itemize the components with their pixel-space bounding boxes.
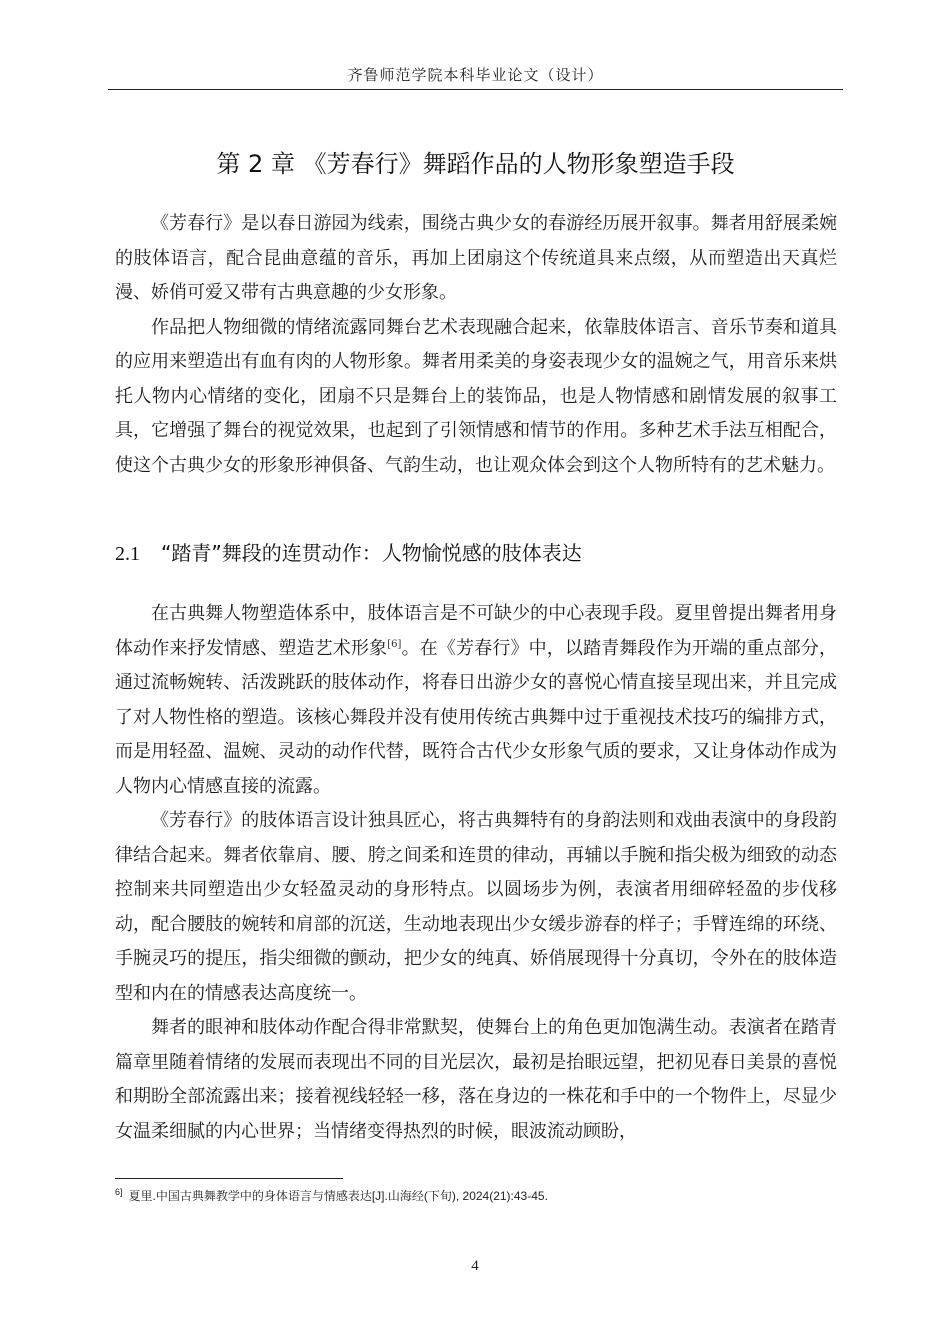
- footnote-text: 夏里.中国古典舞教学中的身体语言与情感表达[J].山海经(下旬), 2024(21):43-45.: [128, 1189, 548, 1203]
- intro-paragraph-2: 作品把人物细微的情绪流露同舞台艺术表现融合起来，依靠肢体语言、音乐节奏和道具的应用来塑造出有血有肉的人物形象。舞者用柔美的身姿表现少女的温婉之气，用音乐来烘托人物内心情绪的变化，团扇不只是舞台上的装饰品，也是人物情感和剧情发展的叙事工具，它增强了舞台的视觉效果，也起到了引领情感和情节的作用。多种艺术手法互相配合，使这个古典少女的形象形神俱备、气韵生动，也让观众体会到这个人物所特有的艺术魅力。: [115, 316, 837, 476]
- running-header: 齐鲁师范学院本科毕业论文（设计）: [347, 66, 604, 84]
- section-number: 2.1: [115, 543, 140, 565]
- paragraph-text: 在古典舞人物塑造体系中，肢体语言是不可缺少的中心表现手段。夏里曾提出舞者用身体动作来抒发情感、塑造艺术形象: [115, 603, 837, 659]
- footnote-rule: [115, 1178, 343, 1179]
- intro-block: [115, 207, 837, 483]
- chapter-title: 第 2 章 《芳春行》舞蹈作品的人物形象塑造手段: [216, 150, 735, 178]
- section-paragraph-2: 《芳春行》的肢体语言设计独具匠心，将古典舞特有的身韵法则和戏曲表演中的身段韵律结合起来。舞者依靠肩、腰、胯之间柔和连贯的律动，再辅以手腕和指尖极为细致的动态控制来共同塑造出少女轻盈灵动的身形特点。以圆场步为例，表演者用细碎轻盈的步伐移动，配合腰肢的婉转和肩部的沉送，生动地表现出少女缓步游春的样子；手臂连绵的环绕、手腕灵巧的提压，指尖细微的颤动，把少女的纯真、娇俏展现得十分真切，令外在的肢体造型和内在的情感表达高度统一。: [115, 810, 837, 1004]
- footnote: [115, 1187, 837, 1204]
- section-paragraph-3: 舞者的眼神和肢体动作配合得非常默契，使舞台上的角色更加饱满生动。表演者在踏青篇章里随着情绪的发展而表现出不同的目光层次，最初是抬眼远望，把初见春日美景的喜悦和期盼全部流露出来；接着视线轻轻一移，落在身边的一株花和手中的一个物件上，尽显少女温柔细腻的内心世界；当情绪变得热烈的时候，眼波流动顾盼，: [115, 1017, 837, 1142]
- paragraph-text: 。在《芳春行》中，以踏青舞段作为开端的重点部分，通过流畅婉转、活泼跳跃的肢体动作，将春日出游少女的喜悦心情直接呈现出来，并且完成了对人物性格的塑造。该核心舞段并没有使用传统古典舞中过于重视技术技巧的编排方式，而是用轻盈、温婉、灵动的动作代替，既符合古代少女形象气质的要求，又让身体动作成为人物内心情感直接的流露。: [115, 637, 838, 797]
- section-paragraph-1: [115, 597, 837, 804]
- page-number: 4: [471, 1258, 479, 1274]
- section-body: [115, 597, 837, 1149]
- footnote-mark: 6]: [115, 1187, 123, 1197]
- citation-mark[interactable]: [6]: [387, 638, 402, 650]
- section-title: “踏青”舞段的连贯动作：人物愉悦感的肢体表达: [161, 541, 582, 565]
- section-heading: [115, 537, 837, 566]
- header-rule: [108, 89, 843, 90]
- intro-paragraph-1: 《芳春行》是以春日游园为线索，围绕古典少女的春游经历展开叙事。舞者用舒展柔婉的肢体语言，配合昆曲意蕴的音乐，再加上团扇这个传统道具来点缀，从而塑造出天真烂漫、娇俏可爱又带有古典意趣的少女形象。: [115, 213, 837, 303]
